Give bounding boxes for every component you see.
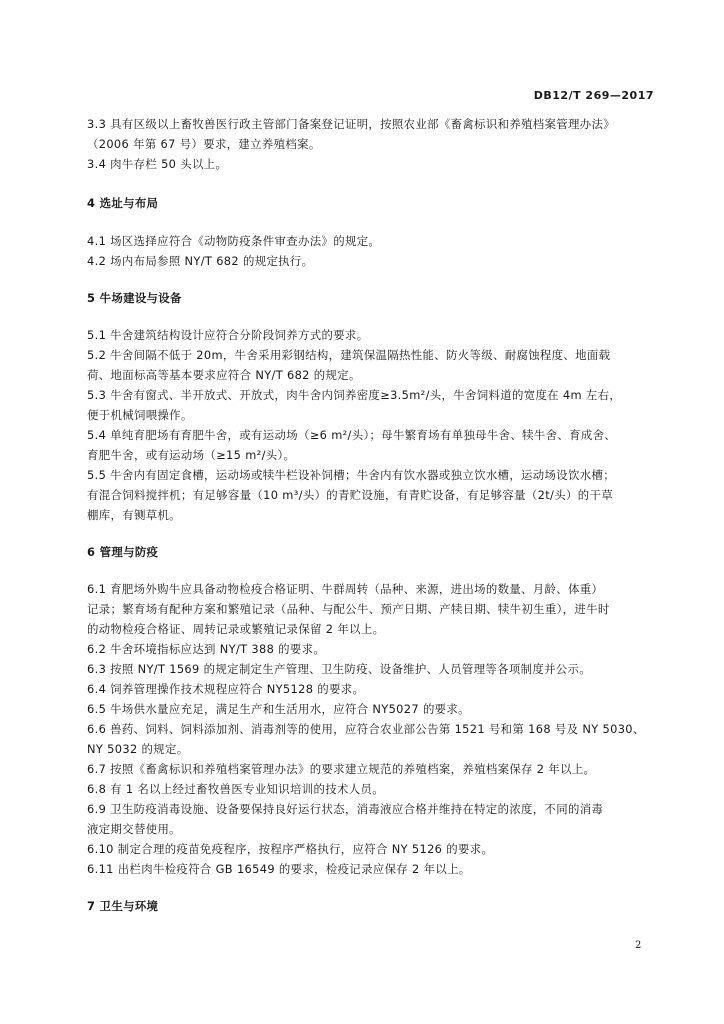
paragraph-line: 有混合饲料搅拌机；有足够容量（10 m³/头）的青贮设施，有青贮设备，有足够容量（2t/头）的干草 [87,488,613,502]
paragraph-line: 3.4 肉牛存栏 50 头以上。 [87,157,228,171]
paragraph-line: 6.7 按照《畜禽标识和养殖档案管理办法》的要求建立规范的养殖档案，养殖档案保存 2 年以上。 [87,762,596,776]
paragraph-line: 便于机械饲喂操作。 [87,408,193,422]
paragraph-line: 6.6 兽药、饲料、饲料添加剂、消毒剂等的使用，应符合农业部公告第 1521 号和第 168 号及 NY 5030、 [87,722,645,736]
paragraph-line: NY 5032 的规定。 [87,742,189,756]
paragraph-line: 4.1 场区选择应符合《动物防疫条件审查办法》的规定。 [87,234,381,248]
paragraph-line: 棚库，有铡草机。 [87,508,181,522]
page-number: 2 [635,940,642,951]
paragraph-line: （2006 年第 67 号）要求，建立养殖档案。 [87,137,321,151]
paragraph-line: 5.3 牛舍有窗式、半开放式、开放式，肉牛舍内饲养密度≥3.5m²/头，牛舍饲料道的宽度在 4m 左右， [87,388,622,402]
section-heading: 4 选址与布局 [87,196,159,210]
paragraph-line: 6.9 卫生防疫消毒设施、设备要保持良好运行状态，消毒液应合格并维持在特定的浓度，不同的消毒 [87,802,604,816]
paragraph-line: 荷、地面标高等基本要求应符合 NY/T 682 的规定。 [87,368,361,382]
paragraph-line: 育肥牛舍，或有运动场（≥15 m²/头）。 [87,448,296,462]
document-code: DB12/T 269—2017 [533,89,654,102]
paragraph-line: 5.4 单纯育肥场有育肥牛舍，或有运动场（≥6 m²/头）；母牛繁育场有单独母牛舍、犊牛舍、育成舍、 [87,428,617,442]
paragraph-line: 5.2 牛舍间隔不低于 20m，牛舍采用彩钢结构，建筑保温隔热性能、防火等级、耐腐蚀程度、地面载 [87,348,611,362]
paragraph-line: 6.5 牛场供水量应充足，满足生产和生活用水，应符合 NY5027 的要求。 [87,702,470,716]
paragraph-line: 3.3 具有区级以上畜牧兽医行政主管部门备案登记证明，按照农业部《畜禽标识和养殖档案管理办法》 [87,117,615,131]
section-heading: 5 牛场建设与设备 [87,291,182,305]
paragraph-line: 6.2 牛舍环境指标应达到 NY/T 388 的要求。 [87,642,326,656]
paragraph-line: 4.2 场内布局参照 NY/T 682 的规定执行。 [87,254,314,268]
paragraph-line: 记录；繁育场有配种方案和繁殖记录（品种、与配公牛、预产日期、产犊日期、犊牛初生重），进牛时 [87,602,610,616]
paragraph-line: 5.5 牛舍内有固定食槽，运动场或犊牛栏设补饲槽；牛舍内有饮水器或独立饮水槽，运动场设饮水槽； [87,468,615,482]
paragraph-line: 6.8 有 1 名以上经过畜牧兽医专业知识培训的技术人员。 [87,782,384,796]
section-heading: 7 卫生与环境 [87,899,159,913]
section-heading: 6 管理与防疫 [87,545,159,559]
paragraph-line: 5.1 牛舍建筑结构设计应符合分阶段饲养方式的要求。 [87,328,369,342]
paragraph-line: 液定期交替使用。 [87,822,181,836]
paragraph-line: 的动物检疫合格证、周转记录或繁殖记录保留 2 年以上。 [87,622,385,636]
paragraph-line: 6.1 育肥场外购牛应具备动物检疫合格证明、牛群周转（品种、来源，进出场的数量、月龄、体重） [87,582,604,596]
paragraph-line: 6.10 制定合理的疫苗免疫程序，按程序严格执行，应符合 NY 5126 的要求。 [87,842,494,856]
paragraph-line: 6.3 按照 NY/T 1569 的规定制定生产管理、卫生防疫、设备维护、人员管理等各项制度并公示。 [87,662,592,676]
paragraph-line: 6.11 出栏肉牛检疫符合 GB 16549 的要求，检疫记录应保存 2 年以上。 [87,862,471,876]
paragraph-line: 6.4 饲养管理操作技术规程应符合 NY5128 的要求。 [87,682,365,696]
